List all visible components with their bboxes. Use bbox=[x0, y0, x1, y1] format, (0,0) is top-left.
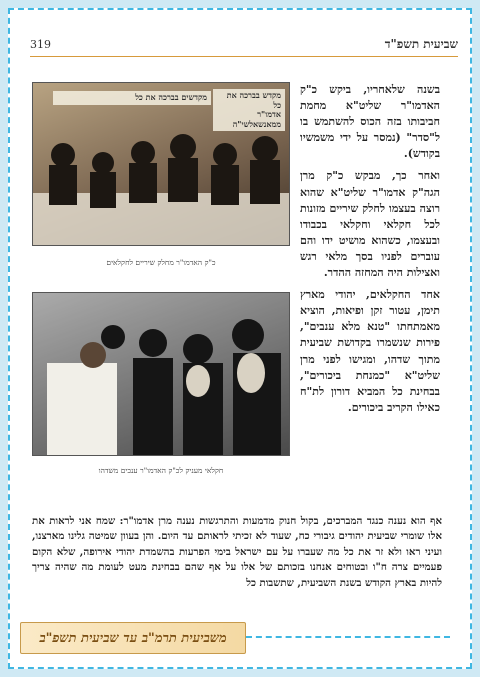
footer-title: משביעית תרמ"ב עד שביעית תשפ"ב bbox=[39, 631, 227, 646]
photo-distribution-caption: כ"ק האדמו"ר מחלק שיריים לחקלאים bbox=[106, 258, 216, 267]
column-paragraph: ואחר כך, מבקש כ"ק מרן הגה"ק אדמו"ר שליט"א שהוא רוצה בעצמו לחלק שיריים מזונות לכל חקלאי וחקלאי בכבודו ובעצמו, כשהוא מושיט ידו והם עוברים לפניו בסך מלאי רגש ואצילות היה המחזה ההדר. bbox=[300, 169, 440, 280]
column-text bbox=[300, 82, 440, 422]
footer-rule bbox=[246, 636, 450, 640]
page-header bbox=[30, 32, 458, 56]
column-paragraph: בשנה שלאחריו, ביקש כ"ק האדמו"ר שליט"א מחמת חביבותו בזה הכוס להשתמש בו ל"סדר" (נמסר על ידי משמשיו בקודש). bbox=[300, 83, 440, 161]
photo-grapes-caption: חקלאי מעניק לכ"ק האדמו"ר ענבים משדהו bbox=[98, 466, 224, 475]
photo-banner-right: מקדש בברכה את כל אדמו"ר ממאנשאלשי"ה bbox=[213, 89, 285, 131]
photo-distribution bbox=[32, 82, 290, 246]
column-paragraph: אחד החקלאים, יהודי מארץ תימן, עטור זקן ופיאות, הוציא מאמתחתו "טנא מלא ענבים", פירות שנשמרו בקדושת שביעית מתוך שדהו, ומגישו לפני מרן שליט"א "כמנחת ביכורים", בבחינת כל המביא דורון לת"ח כאילו הקריב ביכורים. bbox=[300, 288, 440, 414]
full-width-paragraph: אף הוא נענה כנגד המברכים, בקול חנוק מדמעות והתרגשות נענה מרן אדמו"ר: שמח אני לראות את אלו שומרי שביעית יהודים גיבורי כח, שעוד לא זכיתי לראותם עד היום. והן בעוון שמיטה גלינו מארצנו, ועיני ראו ולא זר את כל מה שעברו על עם ישראל בימי הפרעות בהשמדת יהודי אירופה, שלא הקום פעמיים צרה ח"ו ובטוחים אנחנו בזכותם של אלו על אף שהם בבחינת מעט לעומת מה שהיה צריך להיות בארץ הקודש בשנת השביעית, שתשבות כל bbox=[32, 515, 442, 589]
page-number: 319 bbox=[30, 37, 51, 51]
running-head: שביעית תשפ"ד bbox=[384, 36, 458, 51]
header-rule bbox=[30, 56, 458, 57]
photo-grapes-figures bbox=[33, 293, 290, 456]
photo-banner-left: מקדשים בברכה את כל bbox=[53, 91, 211, 105]
footer-banner bbox=[20, 622, 246, 654]
photo-grapes bbox=[32, 292, 290, 456]
